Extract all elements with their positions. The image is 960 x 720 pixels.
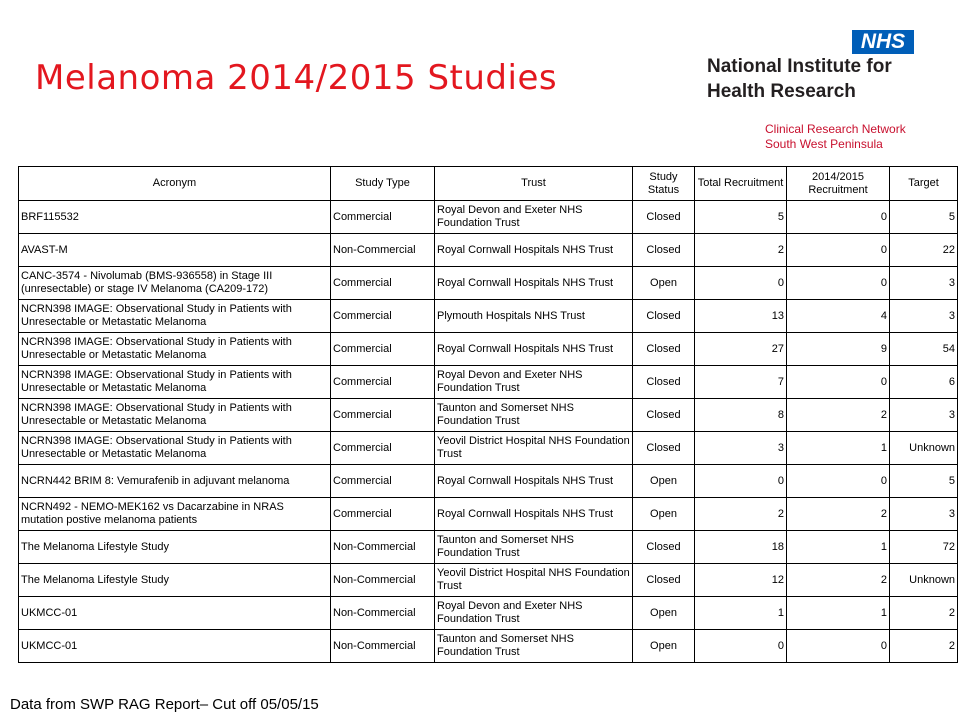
cell-study-status: Closed: [633, 531, 695, 564]
cell-study-type: Commercial: [331, 432, 435, 465]
cell-target: 2: [890, 597, 958, 630]
cell-total-recruitment: 8: [695, 399, 787, 432]
cell-target: 3: [890, 267, 958, 300]
cell-2014-2015-recruitment: 0: [787, 201, 890, 234]
studies-table: [18, 166, 958, 663]
cell-trust: Taunton and Somerset NHS Foundation Trust: [435, 630, 633, 663]
cell-total-recruitment: 5: [695, 201, 787, 234]
cell-study-status: Open: [633, 597, 695, 630]
cell-target: 5: [890, 201, 958, 234]
cell-study-type: Commercial: [331, 366, 435, 399]
cell-acronym: NCRN398 IMAGE: Observational Study in Patients with Unresectable or Metastatic Melanoma: [19, 333, 331, 366]
table-row: [19, 366, 958, 399]
cell-trust: Royal Cornwall Hospitals NHS Trust: [435, 465, 633, 498]
cell-study-type: Commercial: [331, 498, 435, 531]
table-row: [19, 333, 958, 366]
cell-study-status: Closed: [633, 201, 695, 234]
cell-total-recruitment: 0: [695, 465, 787, 498]
header-2014-2015-recruitment: 2014/2015 Recruitment: [787, 167, 890, 201]
nihr-logo: [706, 26, 918, 156]
cell-trust: Plymouth Hospitals NHS Trust: [435, 300, 633, 333]
table-row: [19, 399, 958, 432]
table-row: [19, 300, 958, 333]
cell-acronym: BRF115532: [19, 201, 331, 234]
cell-target: 5: [890, 465, 958, 498]
table-row: [19, 201, 958, 234]
cell-study-type: Non-Commercial: [331, 630, 435, 663]
cell-trust: Taunton and Somerset NHS Foundation Trust: [435, 399, 633, 432]
cell-total-recruitment: 1: [695, 597, 787, 630]
table-row: [19, 597, 958, 630]
cell-study-type: Commercial: [331, 333, 435, 366]
cell-2014-2015-recruitment: 9: [787, 333, 890, 366]
cell-trust: Taunton and Somerset NHS Foundation Trust: [435, 531, 633, 564]
cell-2014-2015-recruitment: 0: [787, 630, 890, 663]
cell-target: 3: [890, 300, 958, 333]
cell-2014-2015-recruitment: 1: [787, 432, 890, 465]
cell-total-recruitment: 3: [695, 432, 787, 465]
cell-study-type: Non-Commercial: [331, 564, 435, 597]
table-row: [19, 564, 958, 597]
table-row: [19, 531, 958, 564]
cell-acronym: UKMCC-01: [19, 630, 331, 663]
cell-study-status: Closed: [633, 333, 695, 366]
cell-total-recruitment: 0: [695, 630, 787, 663]
cell-study-status: Open: [633, 267, 695, 300]
cell-study-status: Open: [633, 630, 695, 663]
cell-target: 6: [890, 366, 958, 399]
header-total-recruitment: Total Recruitment: [695, 167, 787, 201]
nhs-logo: NHS: [852, 30, 914, 54]
cell-study-status: Closed: [633, 300, 695, 333]
cell-2014-2015-recruitment: 4: [787, 300, 890, 333]
cell-total-recruitment: 0: [695, 267, 787, 300]
table-row: [19, 267, 958, 300]
cell-study-status: Closed: [633, 564, 695, 597]
cell-2014-2015-recruitment: 0: [787, 267, 890, 300]
cell-trust: Royal Devon and Exeter NHS Foundation Trust: [435, 366, 633, 399]
header-trust: Trust: [435, 167, 633, 201]
table-header-row: [19, 167, 958, 201]
cell-2014-2015-recruitment: 0: [787, 366, 890, 399]
cell-trust: Royal Devon and Exeter NHS Foundation Trust: [435, 201, 633, 234]
cell-2014-2015-recruitment: 0: [787, 234, 890, 267]
cell-target: 22: [890, 234, 958, 267]
cell-acronym: The Melanoma Lifestyle Study: [19, 564, 331, 597]
cell-target: 54: [890, 333, 958, 366]
network-name-line2: South West Peninsula: [765, 137, 883, 151]
data-source-footnote: Data from SWP RAG Report– Cut off 05/05/15: [10, 696, 319, 713]
cell-study-type: Non-Commercial: [331, 234, 435, 267]
table-row: [19, 630, 958, 663]
cell-study-status: Closed: [633, 432, 695, 465]
cell-target: 72: [890, 531, 958, 564]
cell-total-recruitment: 27: [695, 333, 787, 366]
cell-trust: Yeovil District Hospital NHS Foundation Trust: [435, 564, 633, 597]
cell-study-type: Commercial: [331, 399, 435, 432]
header-study-status: Study Status: [633, 167, 695, 201]
cell-study-status: Closed: [633, 366, 695, 399]
cell-study-type: Commercial: [331, 465, 435, 498]
cell-study-type: Commercial: [331, 201, 435, 234]
cell-acronym: UKMCC-01: [19, 597, 331, 630]
cell-study-status: Open: [633, 465, 695, 498]
cell-trust: Royal Cornwall Hospitals NHS Trust: [435, 267, 633, 300]
cell-trust: Royal Cornwall Hospitals NHS Trust: [435, 498, 633, 531]
cell-acronym: NCRN398 IMAGE: Observational Study in Patients with Unresectable or Metastatic Melanoma: [19, 300, 331, 333]
cell-total-recruitment: 7: [695, 366, 787, 399]
cell-acronym: The Melanoma Lifestyle Study: [19, 531, 331, 564]
cell-study-status: Closed: [633, 234, 695, 267]
cell-acronym: NCRN442 BRIM 8: Vemurafenib in adjuvant melanoma: [19, 465, 331, 498]
cell-study-type: Non-Commercial: [331, 597, 435, 630]
cell-trust: Royal Cornwall Hospitals NHS Trust: [435, 234, 633, 267]
cell-target: Unknown: [890, 432, 958, 465]
cell-study-status: Open: [633, 498, 695, 531]
header-acronym: Acronym: [19, 167, 331, 201]
cell-acronym: AVAST-M: [19, 234, 331, 267]
table-row: [19, 498, 958, 531]
header-target: Target: [890, 167, 958, 201]
cell-study-type: Non-Commercial: [331, 531, 435, 564]
cell-target: Unknown: [890, 564, 958, 597]
cell-trust: Royal Devon and Exeter NHS Foundation Trust: [435, 597, 633, 630]
cell-target: 3: [890, 399, 958, 432]
cell-total-recruitment: 18: [695, 531, 787, 564]
cell-2014-2015-recruitment: 1: [787, 597, 890, 630]
cell-study-type: Commercial: [331, 300, 435, 333]
cell-2014-2015-recruitment: 1: [787, 531, 890, 564]
cell-target: 2: [890, 630, 958, 663]
cell-trust: Yeovil District Hospital NHS Foundation Trust: [435, 432, 633, 465]
cell-study-type: Commercial: [331, 267, 435, 300]
table-row: [19, 432, 958, 465]
cell-2014-2015-recruitment: 0: [787, 465, 890, 498]
cell-total-recruitment: 12: [695, 564, 787, 597]
cell-2014-2015-recruitment: 2: [787, 498, 890, 531]
cell-2014-2015-recruitment: 2: [787, 564, 890, 597]
cell-acronym: NCRN398 IMAGE: Observational Study in Patients with Unresectable or Metastatic Melanoma: [19, 432, 331, 465]
cell-study-status: Closed: [633, 399, 695, 432]
org-name-line1: National Institute for: [707, 56, 892, 77]
cell-acronym: NCRN398 IMAGE: Observational Study in Patients with Unresectable or Metastatic Melanoma: [19, 399, 331, 432]
cell-2014-2015-recruitment: 2: [787, 399, 890, 432]
cell-total-recruitment: 13: [695, 300, 787, 333]
org-name-line2: Health Research: [707, 81, 856, 102]
cell-acronym: CANC-3574 - Nivolumab (BMS-936558) in Stage III (unresectable) or stage IV Melanoma (CA209-172): [19, 267, 331, 300]
cell-target: 3: [890, 498, 958, 531]
table-row: [19, 465, 958, 498]
cell-trust: Royal Cornwall Hospitals NHS Trust: [435, 333, 633, 366]
cell-acronym: NCRN398 IMAGE: Observational Study in Patients with Unresectable or Metastatic Melanoma: [19, 366, 331, 399]
cell-total-recruitment: 2: [695, 234, 787, 267]
cell-total-recruitment: 2: [695, 498, 787, 531]
cell-acronym: NCRN492 - NEMO-MEK162 vs Dacarzabine in NRAS mutation postive melanoma patients: [19, 498, 331, 531]
table-row: [19, 234, 958, 267]
header-study-type: Study Type: [331, 167, 435, 201]
network-name-line1: Clinical Research Network: [765, 122, 906, 136]
page-title: Melanoma 2014/2015 Studies: [35, 58, 558, 98]
